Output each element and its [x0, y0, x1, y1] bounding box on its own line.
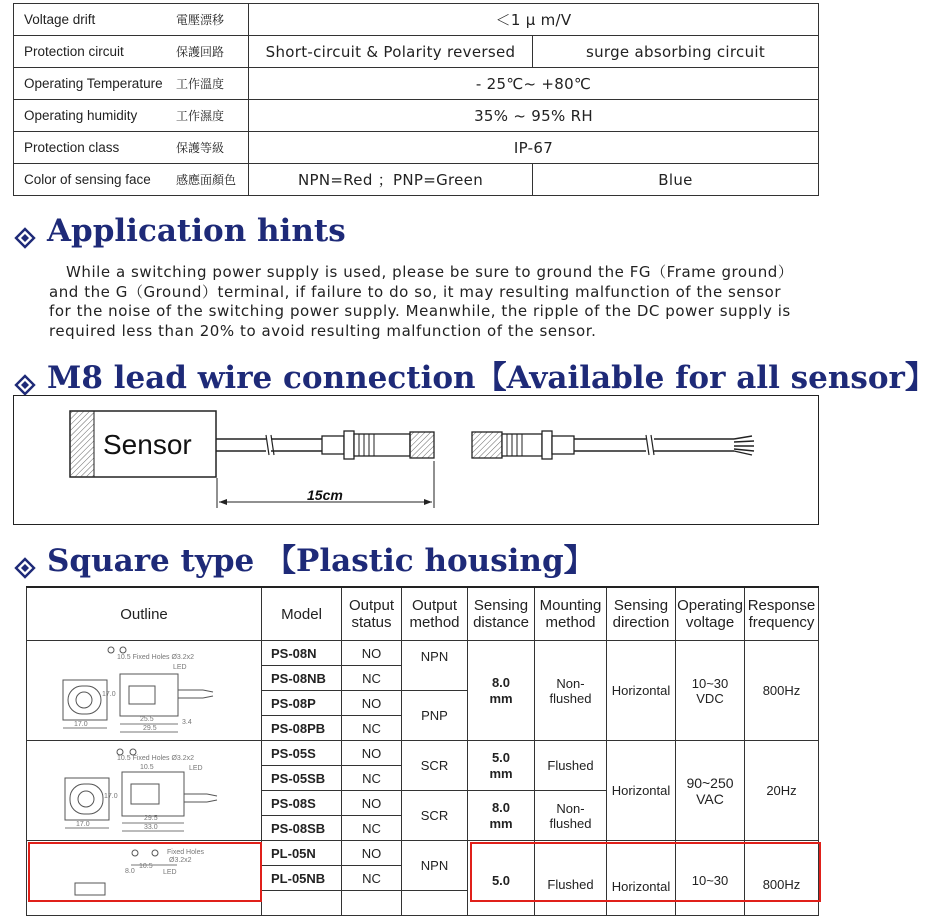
- spec-label-en: Operating humidity: [14, 100, 165, 132]
- spec-label-en: Operating Temperature: [14, 68, 165, 100]
- spec-label-zh: 工作溫度: [164, 68, 249, 100]
- method-cell: PNP: [402, 691, 468, 741]
- mounting-cell: Flushed: [535, 841, 607, 916]
- spec-label-zh: 電壓漂移: [164, 4, 249, 36]
- spec-value-left: NPN=Red ；PNP=Green: [249, 164, 533, 196]
- outline-label: 17.0: [74, 721, 88, 728]
- voltage-cell: 10~30: [676, 841, 745, 916]
- spec-row-protection-class: [14, 132, 819, 164]
- spec-table: [13, 3, 819, 196]
- mounting-cell: Non- flushed: [535, 791, 607, 841]
- outline-label: Fixed Holes: [167, 849, 204, 856]
- outline-label: LED: [173, 664, 187, 671]
- header-output-method: Output method: [402, 587, 468, 641]
- spec-value: IP-67: [249, 132, 819, 164]
- status-cell: NO: [342, 741, 402, 766]
- highlight-box-outline: [28, 842, 262, 902]
- distance-cell: 8.0 mm: [468, 791, 535, 841]
- outline-label: 10.5: [139, 863, 153, 870]
- status-cell: NC: [342, 716, 402, 741]
- distance-cell: 5.0: [468, 841, 535, 916]
- hint-line: for the noise of the switching power supply. Meanwhile, the ripple of the DC power supply is: [49, 302, 791, 320]
- spec-label-zh: 保護等級: [164, 132, 249, 164]
- outline-drawing-ps05s: [27, 741, 262, 841]
- outline-drawing-ps08: [27, 641, 262, 741]
- spec-row-operating-temperature: [14, 68, 819, 100]
- status-cell: NC: [342, 866, 402, 891]
- table-row: [27, 741, 819, 766]
- frequency-cell: 800Hz: [745, 841, 819, 916]
- spec-label-en: Protection circuit: [14, 36, 165, 68]
- outline-label: LED: [189, 765, 203, 772]
- distance-cell: 8.0 mm: [468, 641, 535, 741]
- sensor-label: Sensor: [103, 429, 192, 460]
- model-cell: PS-08P: [262, 691, 342, 716]
- status-cell: NC: [342, 816, 402, 841]
- header-operating-voltage: Operating voltage: [676, 587, 745, 641]
- diamond-bullet-icon: [15, 367, 35, 387]
- spec-value-right: Blue: [533, 164, 819, 196]
- application-hints-title: Application hints: [47, 213, 346, 249]
- outline-label: 25.5: [140, 716, 154, 723]
- frequency-cell: 20Hz: [745, 741, 819, 841]
- spec-row-protection-circuit: [14, 36, 819, 68]
- mounting-cell: Flushed: [535, 741, 607, 791]
- application-hints-paragraph: [49, 263, 824, 341]
- spec-label-zh: 保護回路: [164, 36, 249, 68]
- direction-cell: Horizontal: [607, 741, 676, 841]
- spec-value: - 25℃~ +80℃: [249, 68, 819, 100]
- method-cell: SCR: [402, 741, 468, 791]
- status-cell: NC: [342, 666, 402, 691]
- header-model: Model: [262, 587, 342, 641]
- diamond-bullet-icon: [15, 550, 35, 570]
- model-cell: PS-05SB: [262, 766, 342, 791]
- diamond-bullet-icon: [15, 220, 35, 240]
- outline-label: 3.4: [182, 719, 192, 726]
- mounting-cell: Non- flushed: [535, 641, 607, 741]
- method-cell: NPN: [402, 841, 468, 891]
- outline-label: 8.0: [125, 868, 135, 875]
- model-cell: PS-08NB: [262, 666, 342, 691]
- table-row: [27, 641, 819, 666]
- voltage-cell: 90~250 VAC: [676, 741, 745, 841]
- outline-label: 17.0: [76, 821, 90, 828]
- model-cell: PL-05N: [262, 841, 342, 866]
- spec-label-en: Color of sensing face: [14, 164, 165, 196]
- status-cell: NO: [342, 691, 402, 716]
- header-output-status: Output status: [342, 587, 402, 641]
- model-cell: PS-08PB: [262, 716, 342, 741]
- distance-cell: 5.0 mm: [468, 741, 535, 791]
- outline-label: 29.5: [144, 815, 158, 822]
- spec-label-zh: 感應面顏色: [164, 164, 249, 196]
- outline-label: 33.0: [144, 824, 158, 831]
- method-cell: NPN: [402, 641, 468, 691]
- square-type-title: Square type 【Plastic housing】: [47, 543, 595, 579]
- product-table-header: [27, 587, 819, 641]
- voltage-cell: 10~30 VDC: [676, 641, 745, 741]
- application-hints-heading: [15, 213, 346, 249]
- status-cell: NO: [342, 791, 402, 816]
- model-cell: PS-05S: [262, 741, 342, 766]
- header-sensing-direction: Sensing direction: [607, 587, 676, 641]
- m8-connection-diagram: [13, 395, 819, 525]
- spec-label-zh: 工作濕度: [164, 100, 249, 132]
- outline-label: Ø3.2x2: [169, 857, 192, 864]
- header-outline: Outline: [27, 587, 262, 641]
- model-cell: PS-08N: [262, 641, 342, 666]
- direction-cell: Horizontal: [607, 841, 676, 916]
- spec-value: ＜1 μ m/V: [249, 4, 819, 36]
- status-cell: NO: [342, 841, 402, 866]
- direction-cell: Horizontal: [607, 641, 676, 741]
- frequency-cell: 800Hz: [745, 641, 819, 741]
- outline-label: 10.5 Fixed Holes Ø3.2x2: [117, 755, 195, 762]
- model-cell: PL-05NB: [262, 866, 342, 891]
- outline-label: 29.5: [143, 725, 157, 732]
- spec-value: 35% ~ 95% RH: [249, 100, 819, 132]
- outline-label: LED: [163, 869, 177, 876]
- spec-label-en: Voltage drift: [14, 4, 165, 36]
- header-response-frequency: Response frequency: [745, 587, 819, 641]
- spec-row-operating-humidity: [14, 100, 819, 132]
- hint-line: and the G（Ground）terminal, if failure to do so, it may resulting malfunction of the sensor: [49, 282, 782, 301]
- model-cell: PS-08S: [262, 791, 342, 816]
- outline-label: 10.5: [140, 764, 154, 771]
- outline-label: 10.5 Fixed Holes Ø3.2x2: [117, 654, 195, 661]
- header-mounting-method: Mounting method: [535, 587, 607, 641]
- outline-label: 17.0: [104, 793, 118, 800]
- status-cell: NO: [342, 641, 402, 666]
- hint-line: required less than 20% to avoid resulting malfunction of the sensor.: [49, 321, 597, 340]
- method-cell: SCR: [402, 791, 468, 841]
- model-cell: PS-08SB: [262, 816, 342, 841]
- cable-length-label: 15cm: [307, 487, 343, 503]
- spec-row-voltage-drift: [14, 4, 819, 36]
- spec-value-left: Short-circuit & Polarity reversed: [249, 36, 533, 68]
- m8-title: M8 lead wire connection【Available for all sensor】: [47, 360, 936, 396]
- spec-value-right: surge absorbing circuit: [533, 36, 819, 68]
- outline-label: 17.0: [102, 691, 116, 698]
- spec-label-en: Protection class: [14, 132, 165, 164]
- m8-heading: [15, 352, 936, 397]
- status-cell: NC: [342, 766, 402, 791]
- hint-line: While a switching power supply is used, please be sure to ground the FG（Frame ground）: [66, 263, 794, 281]
- spec-row-sensing-face-color: [14, 164, 819, 196]
- highlight-box-specs: [470, 842, 821, 902]
- header-sensing-distance: Sensing distance: [468, 587, 535, 641]
- square-type-heading: [15, 535, 595, 580]
